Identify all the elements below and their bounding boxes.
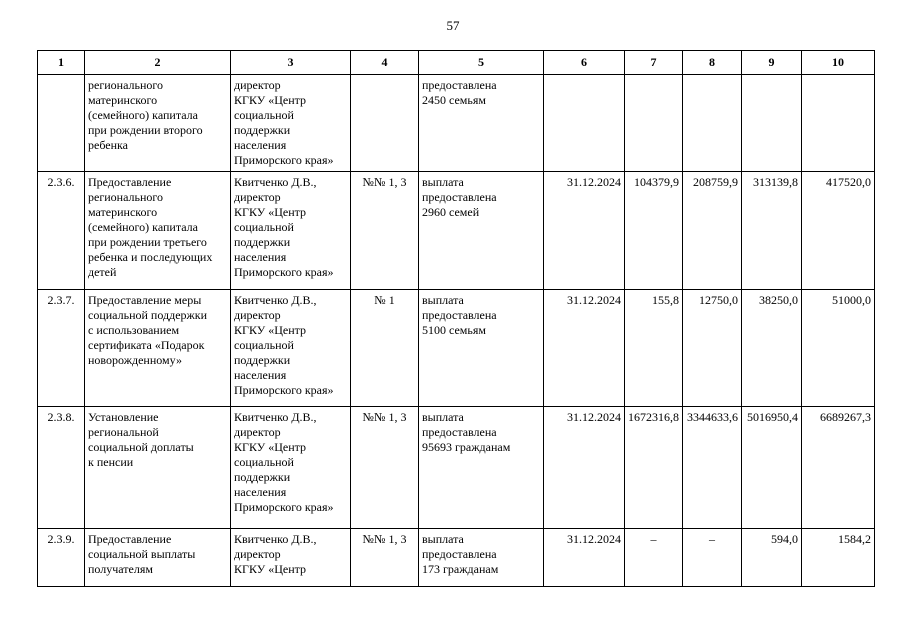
header-row [38, 51, 875, 75]
header-cell: 6 [544, 51, 625, 75]
value-col10: 6689267,3 [802, 407, 875, 529]
result: выплата предоставлена 2960 семей [419, 172, 544, 290]
result: выплата предоставлена 95693 гражданам [419, 407, 544, 529]
deadline: 31.12.2024 [544, 172, 625, 290]
deadline: 31.12.2024 [544, 407, 625, 529]
value-col7: – [625, 529, 683, 587]
value-col7: 1672316,8 [625, 407, 683, 529]
measures-table [37, 50, 875, 587]
header-cell: 4 [351, 51, 419, 75]
value-col9: 38250,0 [742, 290, 802, 407]
table-row [38, 407, 875, 529]
value-col9: 5016950,4 [742, 407, 802, 529]
value-col10: 1584,2 [802, 529, 875, 587]
deadline: 31.12.2024 [544, 290, 625, 407]
header-cell: 1 [38, 51, 85, 75]
responsible: Квитченко Д.В., директор КГКУ «Центр [231, 529, 351, 587]
reference: №№ 1, 3 [351, 529, 419, 587]
value-col10: 51000,0 [802, 290, 875, 407]
measure-title: Предоставление социальной выплаты получателям [85, 529, 231, 587]
header-cell: 5 [419, 51, 544, 75]
value-col7 [625, 75, 683, 172]
page-number: 57 [446, 18, 460, 33]
row-number: 2.3.7. [38, 290, 85, 407]
table-row [38, 75, 875, 172]
reference: № 1 [351, 290, 419, 407]
measure-title: Предоставление меры социальной поддержки с использованием сертификата «Подарок новорожденному» [85, 290, 231, 407]
row-number: 2.3.6. [38, 172, 85, 290]
value-col9 [742, 75, 802, 172]
reference: №№ 1, 3 [351, 407, 419, 529]
row-number [38, 75, 85, 172]
result: выплата предоставлена 5100 семьям [419, 290, 544, 407]
table-row [38, 172, 875, 290]
responsible: Квитченко Д.В., директор КГКУ «Центр социальной поддержки населения Приморского края» [231, 172, 351, 290]
value-col8: 208759,9 [683, 172, 742, 290]
result: предоставлена 2450 семьям [419, 75, 544, 172]
value-col8 [683, 75, 742, 172]
table-row [38, 290, 875, 407]
header-cell: 2 [85, 51, 231, 75]
value-col8: 3344633,6 [683, 407, 742, 529]
value-col9: 594,0 [742, 529, 802, 587]
responsible: Квитченко Д.В., директор КГКУ «Центр социальной поддержки населения Приморского края» [231, 290, 351, 407]
responsible: Квитченко Д.В., директор КГКУ «Центр социальной поддержки населения Приморского края» [231, 407, 351, 529]
header-cell: 3 [231, 51, 351, 75]
value-col7: 104379,9 [625, 172, 683, 290]
header-cell: 8 [683, 51, 742, 75]
reference: №№ 1, 3 [351, 172, 419, 290]
value-col10 [802, 75, 875, 172]
responsible: директор КГКУ «Центр социальной поддержки населения Приморского края» [231, 75, 351, 172]
value-col10: 417520,0 [802, 172, 875, 290]
reference [351, 75, 419, 172]
table-row [38, 529, 875, 587]
header-cell: 10 [802, 51, 875, 75]
value-col7: 155,8 [625, 290, 683, 407]
value-col9: 313139,8 [742, 172, 802, 290]
header-cell: 7 [625, 51, 683, 75]
row-number: 2.3.9. [38, 529, 85, 587]
measure-title: регионального материнского (семейного) капитала при рождении второго ребенка [85, 75, 231, 172]
measure-title: Установление региональной социальной доплаты к пенсии [85, 407, 231, 529]
value-col8: 12750,0 [683, 290, 742, 407]
row-number: 2.3.8. [38, 407, 85, 529]
result: выплата предоставлена 173 гражданам [419, 529, 544, 587]
measure-title: Предоставление регионального материнского (семейного) капитала при рождении третьего ребенка и последующих детей [85, 172, 231, 290]
deadline [544, 75, 625, 172]
deadline: 31.12.2024 [544, 529, 625, 587]
value-col8: – [683, 529, 742, 587]
header-cell: 9 [742, 51, 802, 75]
